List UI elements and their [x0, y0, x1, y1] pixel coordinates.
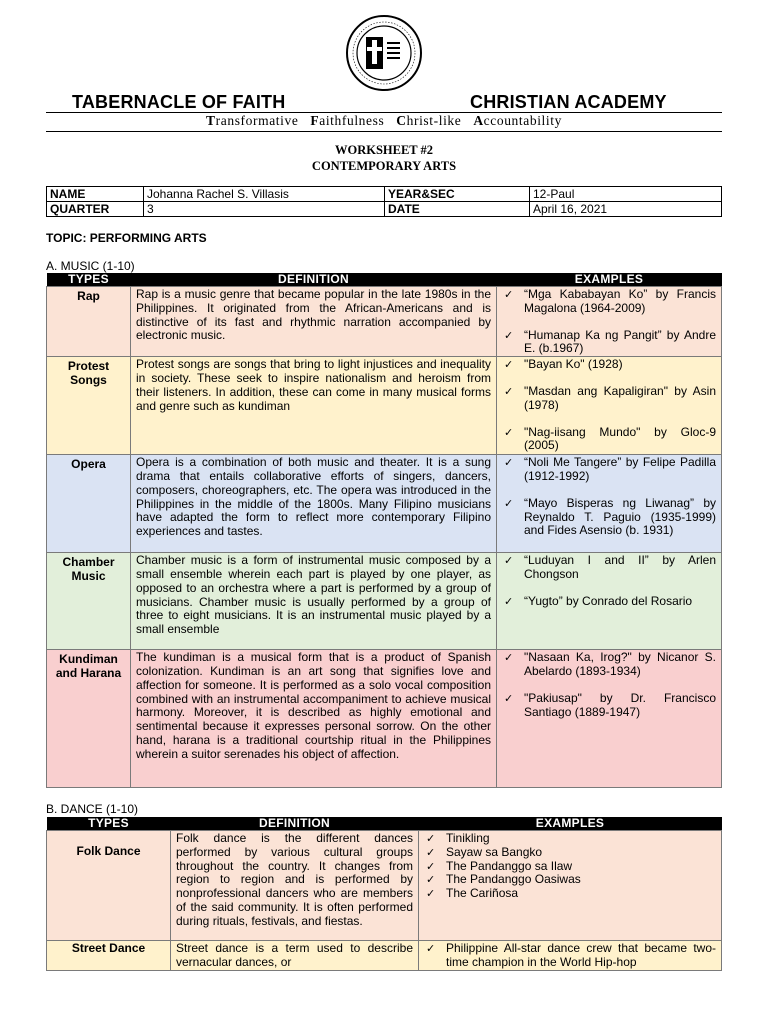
type-cell: Chamber Music	[47, 553, 131, 650]
list-item: ✓ Sayaw sa Bangko	[424, 846, 716, 860]
definition-cell: The kundiman is a musical form that is a product of Spanish colonization. Kundiman is an art song that signifies love and affection for someone. It is performed as a solo vocal composition combined with an instrumental accompaniment to achieve musical harmony. Moreover, it is described as highly emotional and sentimental because it expresses personal sorrow. On the other hand, harana is a traditional courtship ritual in the Philippines wherein a suitor serenades his object of affection.	[131, 650, 497, 788]
list-item: ✓ “Yugto” by Conrado del Rosario	[502, 595, 716, 609]
year-value: 12-Paul	[530, 187, 722, 202]
school-motto: Transformative Faithfulness Christ-like Accountability	[206, 113, 562, 128]
col-definition: DEFINITION	[171, 817, 419, 831]
col-examples: EXAMPLES	[419, 817, 722, 831]
student-info-table	[46, 186, 722, 217]
definition-cell: Folk dance is the different dances performed by various cultural groups throughout the country. It changes from region to region and is performed by nonprofessional dancers who are members of the said community. It is often performed during rituals, festivals, and fiestas.	[171, 831, 419, 941]
examples-cell	[419, 941, 722, 971]
subject-title: CONTEMPORARY ARTS	[311, 159, 457, 173]
music-heading: A. MUSIC (1-10)	[46, 259, 135, 273]
col-examples: EXAMPLES	[497, 273, 722, 287]
list-item: ✓ "Nasaan Ka, Irog?" by Nicanor S. Abelardo (1893-1934)	[502, 651, 716, 679]
topic-heading: TOPIC: PERFORMING ARTS	[46, 231, 207, 245]
list-item: ✓ Philippine All-star dance crew that became two-time champion in the World Hip-hop	[424, 942, 716, 970]
table-row	[47, 941, 722, 971]
type-cell: Folk Dance	[47, 831, 171, 941]
worksheet-title: WORKSHEET #2	[334, 143, 434, 157]
quarter-value: 3	[144, 202, 385, 217]
school-seal-icon	[345, 14, 423, 92]
col-definition: DEFINITION	[131, 273, 497, 287]
list-item: ✓ “Mga Kababayan Ko” by Francis Magalona (1964-2009)	[502, 288, 716, 316]
list-item: ✓ Tinikling	[424, 832, 716, 846]
list-item: ✓ "Masdan ang Kapaligiran" by Asin (1978)	[502, 385, 716, 413]
list-item: ✓ "Nag-iisang Mundo" by Gloc-9 (2005)	[502, 426, 716, 454]
dance-heading: B. DANCE (1-10)	[46, 802, 139, 816]
name-label: NAME	[47, 187, 144, 202]
examples-cell	[497, 287, 722, 357]
examples-cell	[419, 831, 722, 941]
year-label: YEAR&SEC	[385, 187, 530, 202]
school-name-right: CHRISTIAN ACADEMY	[470, 92, 667, 112]
table-row	[47, 357, 722, 455]
name-value: Johanna Rachel S. Villasis	[144, 187, 385, 202]
type-cell: Opera	[47, 455, 131, 553]
list-item: ✓ "Bayan Ko" (1928)	[502, 358, 716, 372]
examples-cell	[497, 553, 722, 650]
definition-cell: Protest songs are songs that bring to light injustices and inequality in society. These seek to inspire nationalism and heroism from their listeners. In addition, these can come in many musical forms and genre such as kundiman	[131, 357, 497, 455]
examples-cell	[497, 357, 722, 455]
table-row	[47, 831, 722, 941]
type-cell: Kundiman and Harana	[47, 650, 131, 788]
school-name-left: TABERNACLE OF FAITH	[72, 92, 286, 112]
table-row	[47, 455, 722, 553]
list-item: ✓ “Humanap Ka ng Pangit” by Andre E. (b.1967)	[502, 329, 716, 357]
list-item: ✓ “Luduyan I and II” by Arlen Chongson	[502, 554, 716, 582]
dance-table	[46, 817, 722, 971]
table-row	[47, 650, 722, 788]
type-cell: Protest Songs	[47, 357, 131, 455]
definition-cell: Rap is a music genre that became popular in the late 1980s in the Philippines. It originated from the African-Americans and is distinctive of its fast and rhythmic narration accompanied by electronic music.	[131, 287, 497, 357]
type-cell: Rap	[47, 287, 131, 357]
list-item: ✓ The Pandanggo Oasiwas	[424, 873, 716, 887]
definition-cell: Opera is a combination of both music and theater. It is a sung drama that entails collaborative efforts of singers, dancers, composers, choreographers, etc. The opera was introduced in the Philippines in the middle of the 1800s. Many Filipino musicians have adapted the form to reflect more contemporary Filipino experiences and tastes.	[131, 455, 497, 553]
list-item: ✓ “Noli Me Tangere” by Felipe Padilla (1912-1992)	[502, 456, 716, 484]
definition-cell: Chamber music is a form of instrumental music composed by a small ensemble wherein each part is played by one player, as opposed to an orchestra where a part is performed by a group of musicians. Chamber music is usually performed by a group of three to eight musicians. It is an instrumental music played by a small ensemble	[131, 553, 497, 650]
date-value: April 16, 2021	[530, 202, 722, 217]
definition-cell: Street dance is a term used to describe vernacular dances, or	[171, 941, 419, 971]
music-table	[46, 273, 722, 788]
table-row	[47, 553, 722, 650]
col-types: TYPES	[47, 273, 131, 287]
list-item: ✓ "Pakiusap" by Dr. Francisco Santiago (1889-1947)	[502, 692, 716, 720]
type-cell: Street Dance	[47, 941, 171, 971]
examples-cell	[497, 455, 722, 553]
list-item: ✓ The Cariñosa	[424, 887, 716, 901]
list-item: ✓ “Mayo Bisperas ng Liwanag” by Reynaldo T. Paguio (1935-1999) and Fides Asensio (b. 1931)	[502, 497, 716, 538]
header-rule-bottom	[46, 131, 722, 132]
list-item: ✓ The Pandanggo sa Ilaw	[424, 860, 716, 874]
col-types: TYPES	[47, 817, 171, 831]
date-label: DATE	[385, 202, 530, 217]
examples-cell	[497, 650, 722, 788]
table-row	[47, 287, 722, 357]
quarter-label: QUARTER	[47, 202, 144, 217]
